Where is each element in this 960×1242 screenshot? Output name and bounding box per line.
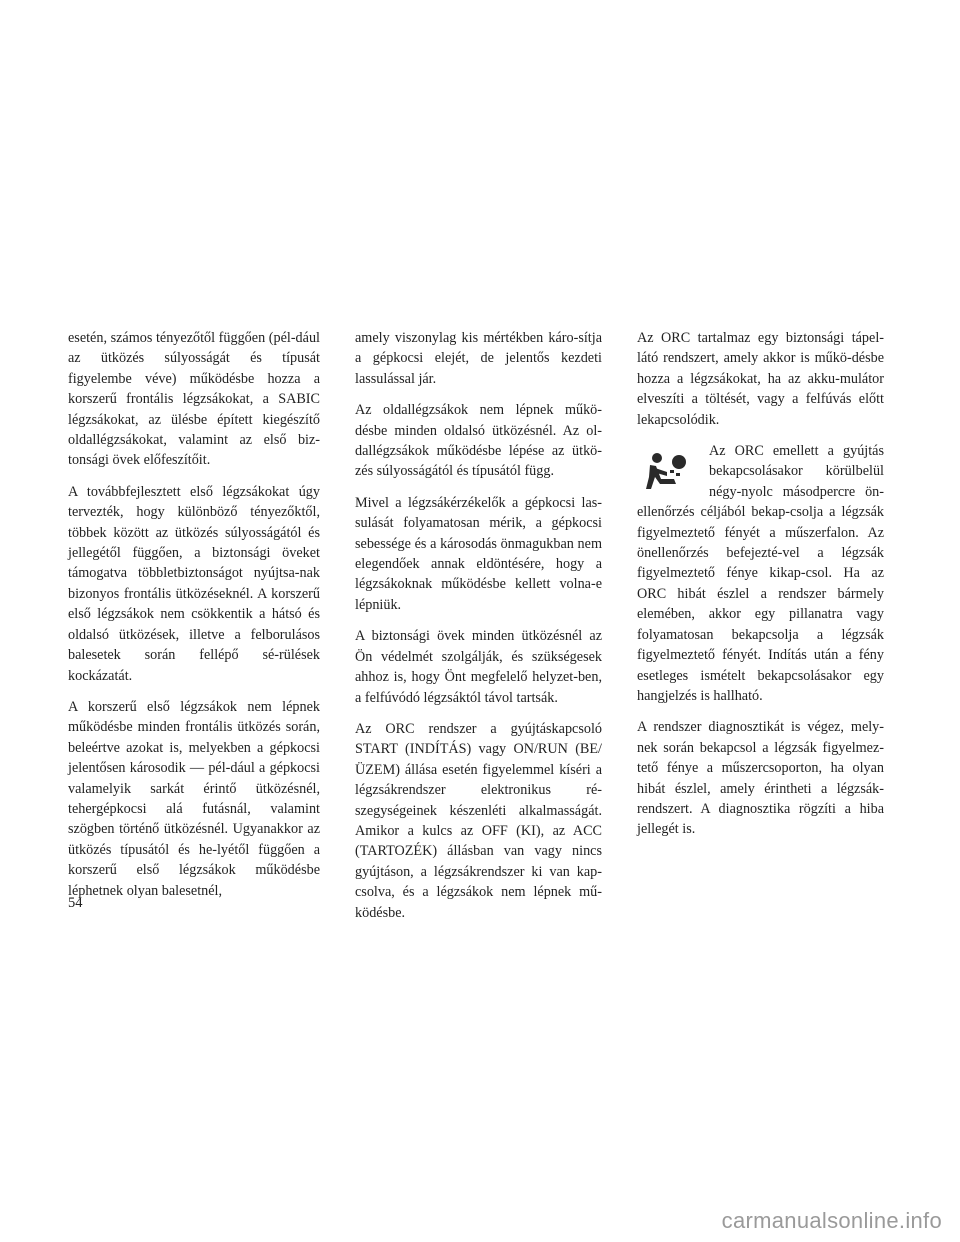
paragraph: Az ORC tartalmaz egy biztonsági tápel-látó rendszert, amely akkor is műkö-désbe hozza a légzsákokat, ha az akku-mulátor elveszíti a töltését, vagy a felfúvás előtt lekapcsolódik.: [637, 330, 884, 428]
page-number: 54: [68, 895, 83, 911]
paragraph: Az oldallégzsákok nem lépnek műkö-désbe minden oldalsó ütközésnél. Az ol-dallégzsákok működésbe lépése az ütkö-zés súlyosságától és típusától függ.: [355, 402, 602, 480]
paragraph: Mivel a légzsákérzékelők a gépkocsi las-sulását folyamatosan mérik, a gépkocsi sebessége és a károsodás önmagukban nem elegendőek annak eldöntésére, hogy a légzsákoknak működésbe kellett volna-e lépniük.: [355, 494, 602, 613]
paragraph: A biztonsági övek minden ütközésnél az Ön védelmét szolgálják, és szükségesek ahhoz is, hogy Önt megfelelő helyzet-ben, a felfúvódó légzsáktól távol tartsák.: [355, 628, 602, 706]
paragraph: A korszerű első légzsákok nem lépnek működésbe minden frontális ütközés során, beleértve azokat is, melyekben a gépkocsi jelentősen károsodik — pél-dául a gépkocsi valamelyik sarkát érintő ütközésnél, tehergépkocsi alá futásnál, valamint szögben történő ütközésnél. Ugyanakkor az ütközés típusától és he-lyétől függően a korszerű első légzsákok működésbe léphetnek olyan balesetnél,: [68, 698, 320, 899]
paragraph: esetén, számos tényezőtől függően (pél-dául az ütközés súlyosságát és típusát figyelembe véve) működésbe hozza a korszerű frontális légzsákokat, a SABIC légzsákokat, az ülésbe épített kiegészítő oldallégzsákokat, valamint az első biz-tonsági övek előfeszítőit.: [68, 330, 320, 469]
text-column-3: [637, 328, 884, 851]
paragraph: A rendszer diagnosztikát is végez, mely-nek során bekapcsol a légzsák figyelmez-tető fénye a műszercsoporton, ha olyan hibát észlel, amely érintheti a légzsák-rendszert. A diagnosztika rögzíti a hiba jellegét is.: [637, 719, 884, 838]
text-column-1: [68, 328, 320, 912]
warning-light-paragraph: [637, 441, 884, 706]
paragraph: A továbbfejlesztett első légzsákokat úgy tervezték, hogy különböző tényezőktől, többek között az ütközés súlyosságától és jellegétől függően, a biztonsági öveket támogatva többletbiztonságot nyújtsa-nak bizonyos frontális ütközéseknél. A korszerű első légzsákok nem csökkentik a hátsó és oldalsó ütközések, illetve a felborulásos balesetek során fellépő sé-rülések kockázatát.: [68, 483, 320, 684]
paragraph: Az ORC rendszer a gyújtáskapcsoló START (INDÍTÁS) vagy ON/RUN (BE/ÜZEM) állása esetén figyelemmel kíséri a légzsákrendszer elektronikus ré-szegységeinek készenléti alkalmasságát. Amikor a kulcs az OFF (KI), az ACC (TARTOZÉK) állásban van vagy nincs gyújtáson, a légzsákrendszer ki van kap-csolva, és a légzsákok nem lépnek mű-ködésbe.: [355, 720, 602, 921]
paragraph: amely viszonylag kis mértékben káro-sítja a gépkocsi elejét, de jelentős kezdeti lassulással jár.: [355, 330, 602, 387]
paragraph: Az ORC emellett a gyújtás bekapcsolásakor körülbelül négy-nyolc másodpercre ön-ellenőrzés céljából bekap-csolja a légzsák figyelmeztető fényét a műszerfalon. Az önellenőrzés befejezté-vel a légzsák figyelmeztető fénye kikap-csol. Ha az ORC hibát észlel a rendszer bármely elemében, akkor egy pillanatra vagy folyamatosan bekapcsolja a légzsák figyelmeztető fényét. Indítás után a fény esetleges ismételt bekapcsolásakor egy hangjelzés is hallható.: [637, 443, 884, 704]
text-column-2: [355, 328, 602, 934]
airbag-warning-icon: [637, 449, 701, 497]
watermark: carmanualsonline.info: [721, 1208, 942, 1233]
